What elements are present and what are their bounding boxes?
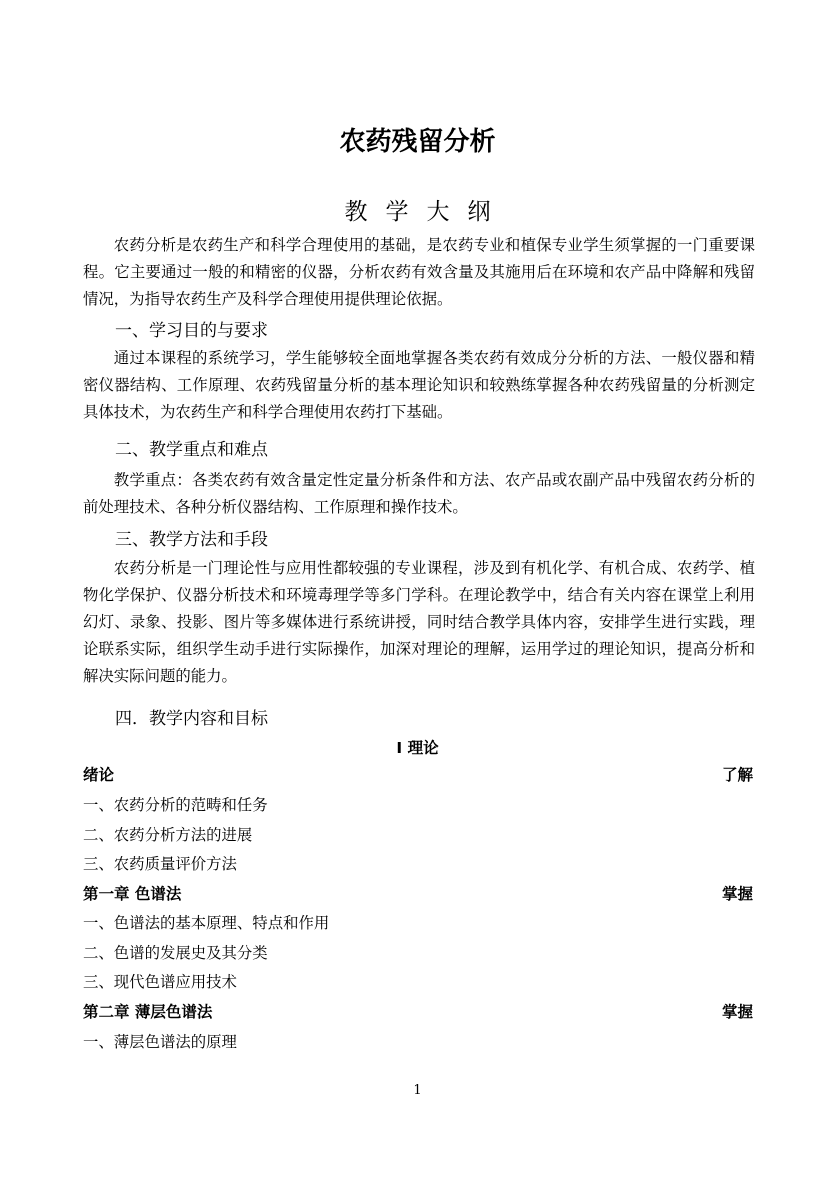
chapter-item: 二、色谱的发展史及其分类: [83, 944, 268, 962]
chapter-item: 一、色谱法的基本原理、特点和作用: [83, 914, 330, 932]
chapter-level: 了解: [721, 766, 753, 784]
chapter-level: 掌握: [721, 885, 753, 903]
chapter-item: 三、农药质量评价方法: [83, 855, 237, 873]
page-number: 1: [413, 1083, 422, 1098]
section-body-1: 通过本课程的系统学习，学生能够较全面地掌握各类农药有效成分分析的方法、一般仪器和精密仪器结构、工作原理、农药残留量分析的基本理论知识和较熟练掌握各种农药残留量的分析测定具体技术，为农药生产和科学合理使用农药打下基础。: [83, 349, 755, 421]
section-heading-1: 一、学习目的与要求: [115, 321, 268, 341]
chapter-title: 绪论: [83, 766, 115, 784]
document-subtitle: 教学大纲: [344, 199, 509, 225]
section-heading-4: 四．教学内容和目标: [115, 709, 268, 729]
chapter-item: 一、农药分析的范畴和任务: [83, 796, 268, 814]
chapter-title: 第二章 薄层色谱法: [83, 1003, 213, 1021]
intro-paragraph: 农药分析是农药生产和科学合理使用的基础，是农药专业和植保专业学生须掌握的一门重要课程。它主要通过一般的和精密的仪器，分析农药有效含量及其施用后在环境和农产品中降解和残留情况，为指导农药生产及科学合理使用提供理论依据。: [83, 236, 755, 308]
part-title: Ⅰ 理论: [396, 739, 439, 757]
document-title: 农药残留分析: [339, 127, 496, 157]
chapter-item: 一、薄层色谱法的原理: [83, 1033, 237, 1051]
chapter-title: 第一章 色谱法: [83, 885, 182, 903]
chapter-row-intro: [83, 764, 753, 786]
chapter-item: 二、农药分析方法的进展: [83, 826, 253, 844]
chapter-level: 掌握: [721, 1003, 753, 1021]
section-heading-2: 二、教学重点和难点: [115, 440, 268, 460]
chapter-row-1: [83, 883, 753, 905]
section-body-3: 农药分析是一门理论性与应用性都较强的专业课程，涉及到有机化学、有机合成、农药学、植物化学保护、仪器分析技术和环境毒理学等多门学科。在理论教学中，结合有关内容在课堂上利用幻灯、录象、投影、图片等多媒体进行系统讲授，同时结合教学具体内容，安排学生进行实践，理论联系实际，组织学生动手进行实际操作，加深对理论的理解，运用学过的理论知识，提高分析和解决实际问题的能力。: [83, 559, 755, 685]
chapter-item: 三、现代色谱应用技术: [83, 973, 237, 991]
section-heading-3: 三、教学方法和手段: [115, 530, 268, 550]
section-body-2: 教学重点：各类农药有效含量定性定量分析条件和方法、农产品或农副产品中残留农药分析的前处理技术、各种分析仪器结构、工作原理和操作技术。: [83, 471, 755, 516]
chapter-row-2: [83, 1001, 753, 1023]
